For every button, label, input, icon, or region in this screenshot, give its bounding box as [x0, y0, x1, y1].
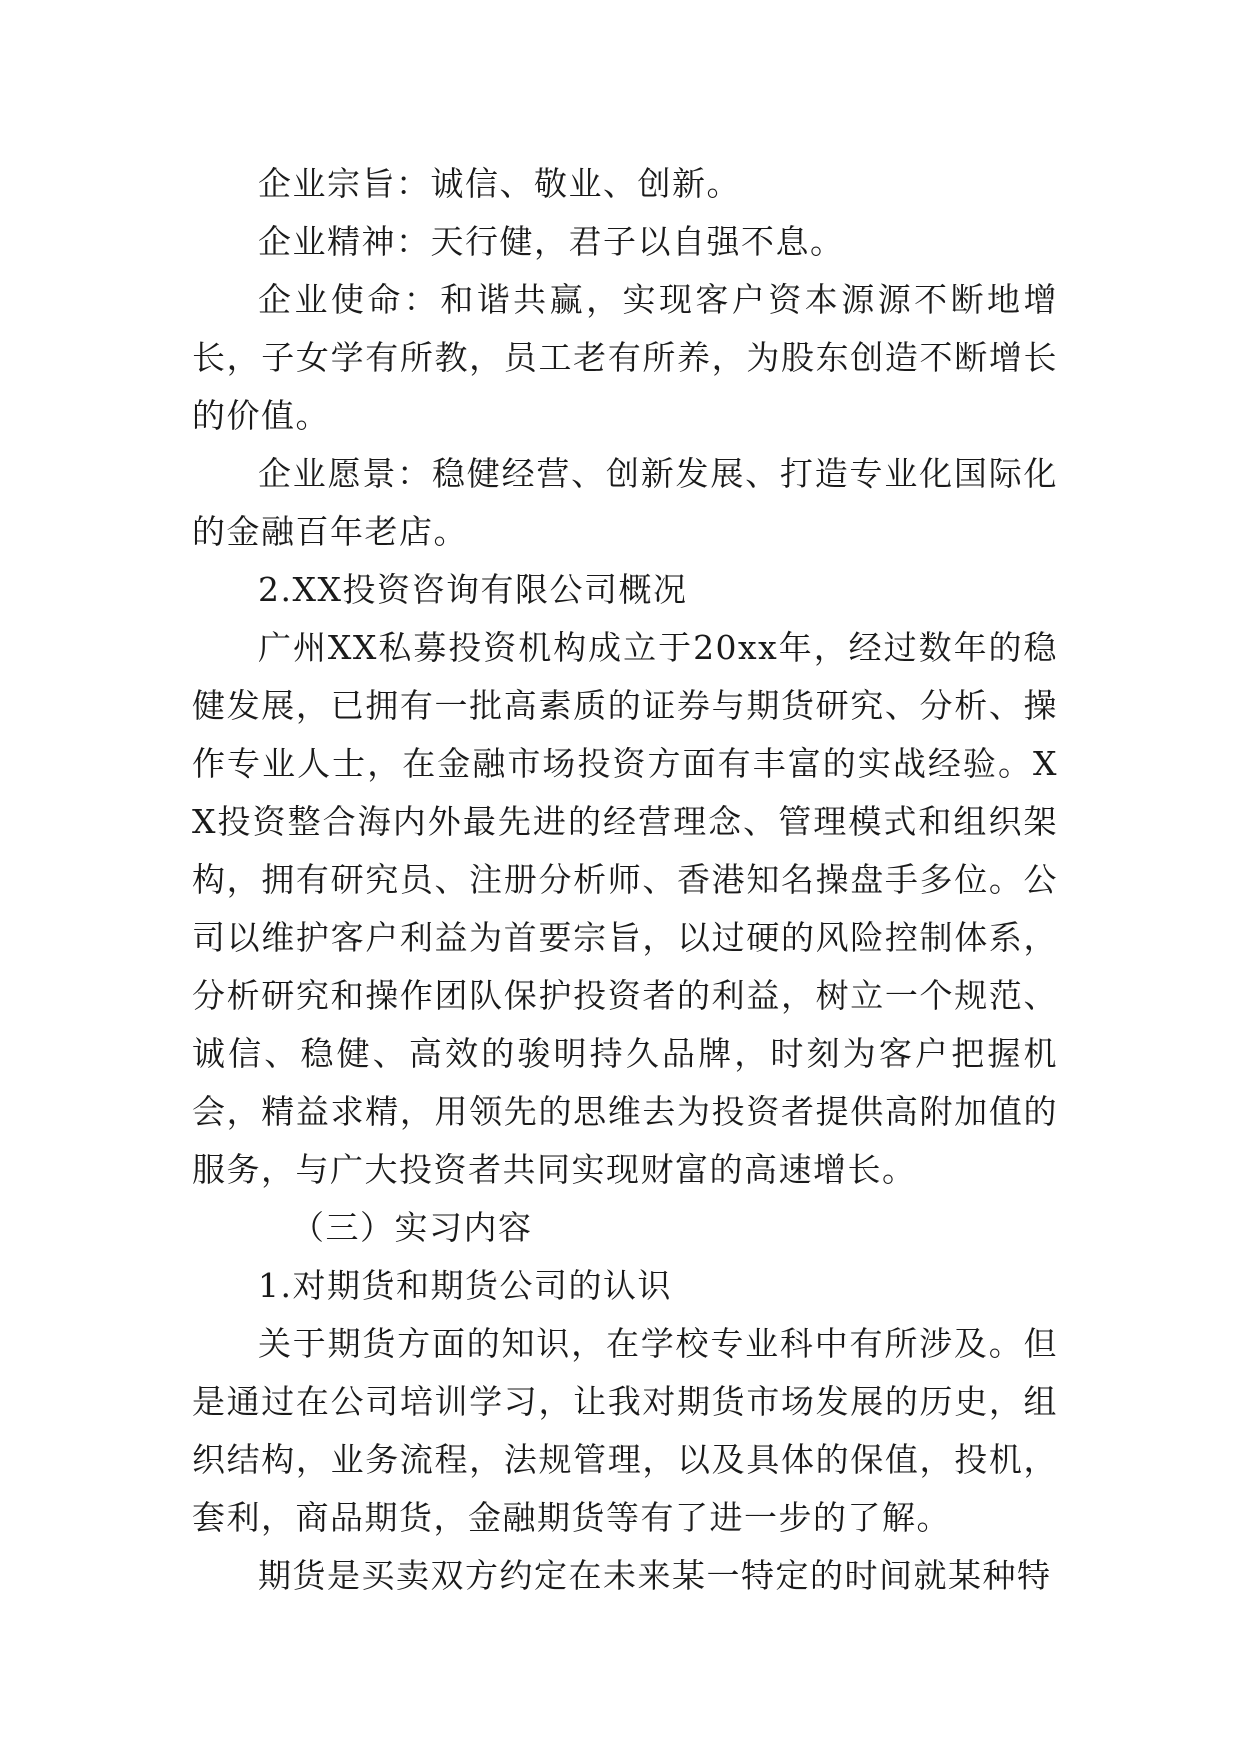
section-heading-company-overview: 2.XX投资咨询有限公司概况 — [258, 570, 688, 609]
paragraph-mission: 企业使命：和谐共赢，实现客户资本源源不断地增长，子女学有所教，员工老有所养，为股东创造不断增长的价值。 — [192, 280, 1058, 435]
paragraph-futures-definition: 期货是买卖双方约定在未来某一特定的时间就某种特 — [258, 1556, 1052, 1595]
section-heading-internship-content: （三）实习内容 — [291, 1208, 533, 1247]
document-body — [192, 155, 1058, 1605]
paragraph-futures-knowledge: 关于期货方面的知识，在学校专业科中有所涉及。但是通过在公司培训学习，让我对期货市场发展的历史，组织结构，业务流程，法规管理，以及具体的保值，投机，套利，商品期货，金融期货等有了进一步的了解。 — [192, 1324, 1058, 1537]
paragraph-spirit: 企业精神：天行健，君子以自强不息。 — [258, 222, 845, 261]
paragraph-company-overview: 广州XX私募投资机构成立于20xx年，经过数年的稳健发展，已拥有一批高素质的证券与期货研究、分析、操作专业人士，在金融市场投资方面有丰富的实战经验。XX投资整合海内外最先进的经营理念、管理模式和组织架构，拥有研究员、注册分析师、香港知名操盘手多位。公司以维护客户利益为首要宗旨，以过硬的风险控制体系，分析研究和操作团队保护投资者的利益，树立一个规范、诚信、稳健、高效的骏明持久品牌，时刻为客户把握机会，精益求精，用领先的思维去为投资者提供高附加值的服务，与广大投资者共同实现财富的高速增长。 — [192, 628, 1058, 1189]
paragraph-vision: 企业愿景：稳健经营、创新发展、打造专业化国际化的金融百年老店。 — [192, 454, 1058, 551]
paragraph-purpose: 企业宗旨：诚信、敬业、创新。 — [258, 164, 741, 203]
section-heading-futures-understanding: 1.对期货和期货公司的认识 — [258, 1266, 672, 1305]
